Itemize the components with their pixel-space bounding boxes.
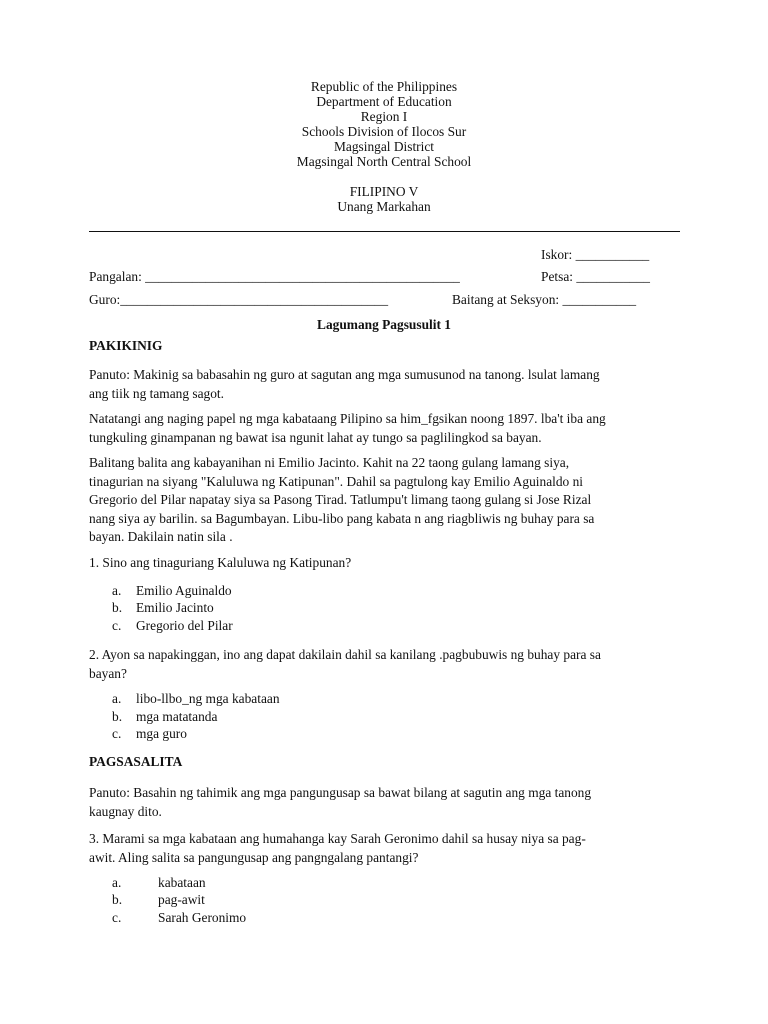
- option-letter: c.: [112, 618, 122, 633]
- option-text: Emilio Aguinaldo: [136, 583, 232, 598]
- passage-2: [89, 454, 689, 547]
- header-line: Schools Division of Ilocos Sur: [301, 124, 467, 139]
- header-line: Republic of the Philippines: [310, 79, 458, 94]
- subject-block: [0, 184, 768, 214]
- option-letter: b.: [112, 892, 123, 907]
- section-heading-pagsasalita: PAGSASALITA: [89, 754, 183, 769]
- subject-name: FILIPINO V: [349, 184, 419, 199]
- option-text: kabataan: [158, 875, 206, 890]
- school-header: [0, 79, 768, 169]
- text-line: Natatangi ang naging papel ng mga kabataang Pilipino sa him_fgsikan noong 1897. lba't iba ang: [89, 411, 606, 426]
- iskor-field: Iskor: ___________: [541, 247, 650, 262]
- header-line: Magsingal North Central School: [296, 154, 472, 169]
- header-line: Department of Education: [316, 94, 452, 109]
- question-1: 1. Sino ang tinaguriang Kaluluwa ng Katipunan?: [89, 555, 352, 570]
- baitang-field: Baitang at Seksyon: ___________: [452, 292, 637, 307]
- option-text: mga guro: [136, 726, 187, 741]
- option-letter: c.: [112, 726, 122, 741]
- option-text: Emilio Jacinto: [136, 600, 214, 615]
- option-letter: c.: [112, 910, 122, 925]
- text-line: Gregorio del Pilar napatay siya sa Pasong Tirad. Tatlumpu't limang taong gulang si Jose Rizal: [89, 492, 592, 507]
- header-line: Magsingal District: [333, 139, 435, 154]
- quarter-name: Unang Markahan: [337, 199, 431, 214]
- option-text: mga matatanda: [136, 709, 218, 724]
- option-letter: b.: [112, 600, 123, 615]
- text-line: nang siya ay barilin. sa Bagumbayan. Libu-libo pang kabata n ang riagbliwis ng buhay para sa: [89, 510, 595, 526]
- pangalan-field: Pangalan: _______________________________________________: [89, 269, 460, 284]
- question-2: [89, 645, 689, 683]
- option-letter: a.: [112, 691, 122, 706]
- passage-1: [89, 409, 689, 447]
- text-line: tungkuling ginampanan ng bawat isa ngunit lahat ay tungo sa paglilingkod sa bayan.: [89, 430, 542, 445]
- text-line: kaugnay dito.: [89, 804, 162, 819]
- header-line: Region I: [360, 109, 408, 124]
- test-title: Lagumang Pagsusulit 1: [317, 317, 451, 332]
- option-text: pag-awit: [158, 892, 205, 907]
- text-line: 2. Ayon sa napakinggan, ino ang dapat dakilain dahil sa kanilang .pagbubuwis ng buhay para sa: [89, 647, 601, 662]
- petsa-field: Petsa: ___________: [541, 269, 650, 284]
- option-letter: a.: [112, 583, 122, 598]
- header-divider: [89, 231, 680, 232]
- text-line: bayan?: [89, 666, 127, 681]
- guro-field: Guro:________________________________________: [89, 292, 389, 307]
- option-text: Sarah Geronimo: [158, 910, 247, 925]
- text-line: ang tiik ng tamang sagot.: [89, 386, 224, 401]
- panuto-2: [89, 783, 689, 821]
- text-line: Panuto: Basahin ng tahimik ang mga pangungusap sa bawat bilang at sagutin ang mga tanong: [89, 785, 592, 800]
- option-letter: a.: [112, 875, 122, 890]
- text-line: awit. Aling salita sa pangungusap ang pangngalang pantangi?: [89, 850, 419, 865]
- text-line: Panuto: Makinig sa babasahin ng guro at sagutan ang mga sumusunod na tanong. lsulat lamang: [89, 367, 600, 382]
- option-text: libo-llbo_ng mga kabataan: [136, 691, 280, 706]
- option-text: Gregorio del Pilar: [136, 618, 233, 633]
- text-line: tinagurian na siyang "Kaluluwa ng Katipunan". Dahil sa pagtulong kay Emilio Aguinaldo ni: [89, 473, 584, 489]
- text-line: Balitang balita ang kabayanihan ni Emilio Jacinto. Kahit na 22 taong gulang lamang siya,: [89, 455, 570, 470]
- section-heading-pakikinig: PAKIKINIG: [89, 338, 163, 353]
- text-line: 3. Marami sa mga kabataan ang humahanga kay Sarah Geronimo dahil sa husay niya sa pag-: [89, 831, 586, 846]
- text-line: bayan. Dakilain natin sila .: [89, 529, 233, 544]
- option-letter: b.: [112, 709, 123, 724]
- question-3: [89, 829, 689, 867]
- panuto-1: [89, 365, 689, 403]
